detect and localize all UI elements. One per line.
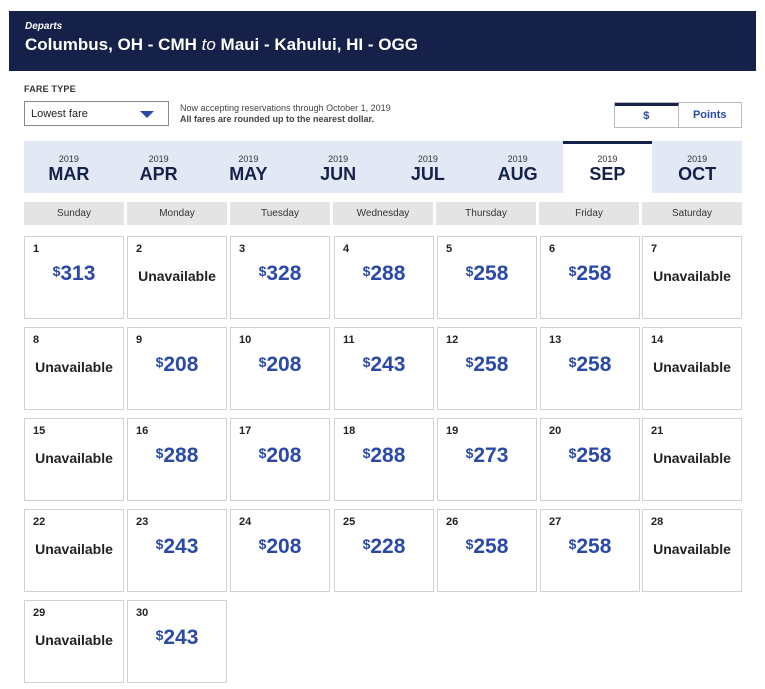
origin-label: Columbus, OH - CMH — [25, 35, 197, 54]
calendar-day-cell[interactable] — [437, 418, 537, 501]
fare-type-select[interactable] — [24, 101, 169, 126]
day-number: 19 — [446, 425, 459, 437]
calendar-day-cell[interactable] — [127, 327, 227, 410]
fare-amount: 288 — [370, 444, 406, 467]
day-number: 8 — [33, 334, 40, 346]
fare-amount: 258 — [473, 535, 509, 558]
fare-amount: 258 — [473, 262, 509, 285]
fare-amount: 243 — [370, 353, 406, 376]
month-tab-name: JUL — [410, 164, 445, 184]
calendar-day-cell[interactable] — [334, 418, 434, 501]
unavailable-label: Unavailable — [653, 268, 731, 284]
month-tab-year: 2019 — [328, 154, 349, 164]
day-number: 1 — [33, 243, 40, 255]
day-number: 21 — [651, 425, 664, 437]
calendar-day-cell[interactable] — [230, 418, 330, 501]
calendar-day-cell[interactable] — [540, 509, 640, 592]
day-number: 14 — [651, 334, 664, 346]
month-tab-name: APR — [139, 164, 178, 184]
fare-amount: 328 — [266, 262, 302, 285]
route-title — [25, 34, 756, 56]
fare-price — [128, 444, 226, 468]
currency-symbol: $ — [155, 354, 164, 370]
fare-price — [541, 444, 639, 468]
month-tab-year: 2019 — [507, 154, 528, 164]
fare-amount: 258 — [576, 535, 612, 558]
currency-symbol: $ — [465, 263, 474, 279]
day-number: 29 — [33, 607, 46, 619]
calendar-day-cell[interactable] — [127, 509, 227, 592]
month-tab-year: 2019 — [148, 154, 169, 164]
day-number: 2 — [136, 243, 143, 255]
fare-amount: 258 — [576, 353, 612, 376]
month-tabs — [24, 141, 742, 193]
day-number: 16 — [136, 425, 149, 437]
fare-price — [541, 353, 639, 377]
month-tab-year: 2019 — [238, 154, 259, 164]
month-tab-name: AUG — [497, 164, 538, 184]
currency-symbol: $ — [465, 536, 474, 552]
day-number: 20 — [549, 425, 562, 437]
currency-symbol: $ — [52, 263, 61, 279]
day-number: 17 — [239, 425, 252, 437]
month-tab-year: 2019 — [597, 154, 618, 164]
fare-price — [128, 626, 226, 650]
fare-amount: 258 — [473, 353, 509, 376]
month-tab-name: MAR — [48, 164, 90, 184]
currency-symbol: $ — [568, 263, 577, 279]
day-number: 7 — [651, 243, 658, 255]
day-number: 15 — [33, 425, 46, 437]
currency-symbol: $ — [465, 354, 474, 370]
month-tab-name: JUN — [320, 164, 357, 184]
fare-price — [335, 353, 433, 377]
calendar-day-cell[interactable] — [334, 236, 434, 319]
fare-price — [541, 535, 639, 559]
month-tab-sep[interactable] — [563, 141, 653, 193]
unavailable-label: Unavailable — [653, 450, 731, 466]
day-number: 6 — [549, 243, 556, 255]
month-tab-name: OCT — [678, 164, 717, 184]
fare-amount: 273 — [473, 444, 509, 467]
day-number: 9 — [136, 334, 143, 346]
fare-price — [541, 262, 639, 286]
calendar-day-cell[interactable] — [127, 236, 227, 319]
fare-price — [25, 262, 123, 286]
calendar-day-cell[interactable] — [230, 236, 330, 319]
day-number: 23 — [136, 516, 149, 528]
notice-line-2: All fares are rounded up to the nearest dollar. — [180, 114, 375, 124]
currency-symbol: $ — [362, 263, 371, 279]
calendar-day-cell[interactable] — [24, 236, 124, 319]
currency-symbol: $ — [568, 354, 577, 370]
currency-symbol: $ — [258, 445, 267, 461]
currency-symbol: $ — [568, 445, 577, 461]
day-number: 12 — [446, 334, 459, 346]
currency-symbol: $ — [155, 445, 164, 461]
fare-price — [438, 444, 536, 468]
calendar-day-cell[interactable] — [127, 418, 227, 501]
currency-symbol: $ — [362, 536, 371, 552]
route-header — [9, 11, 756, 71]
day-number: 25 — [343, 516, 356, 528]
calendar-day-cell[interactable] — [127, 600, 227, 683]
fare-amount: 243 — [163, 535, 199, 558]
unavailable-label: Unavailable — [653, 541, 731, 557]
month-tab-apr[interactable] — [114, 141, 204, 193]
currency-symbol: $ — [568, 536, 577, 552]
calendar-day-cell[interactable] — [642, 509, 742, 592]
day-number: 18 — [343, 425, 356, 437]
calendar-day-cell[interactable] — [642, 236, 742, 319]
fare-amount: 243 — [163, 626, 199, 649]
currency-toggle — [614, 102, 742, 128]
day-number: 26 — [446, 516, 459, 528]
weekday-label: Monday — [127, 202, 227, 225]
currency-symbol: $ — [465, 445, 474, 461]
month-tab-mar[interactable] — [24, 141, 114, 193]
day-number: 24 — [239, 516, 252, 528]
weekday-header — [24, 202, 742, 225]
month-tab-may[interactable] — [204, 141, 294, 193]
fare-amount: 208 — [266, 444, 302, 467]
month-tab-jun[interactable] — [293, 141, 383, 193]
fare-amount: 288 — [370, 262, 406, 285]
unavailable-label: Unavailable — [35, 541, 113, 557]
fare-price — [231, 444, 329, 468]
notice-line-1: Now accepting reservations through October 1, 2019 — [180, 103, 391, 113]
currency-symbol: $ — [155, 627, 164, 643]
calendar-day-cell[interactable] — [540, 418, 640, 501]
calendar-day-cell[interactable] — [24, 418, 124, 501]
day-number: 4 — [343, 243, 350, 255]
unavailable-label: Unavailable — [35, 359, 113, 375]
weekday-label: Friday — [539, 202, 639, 225]
calendar-day-cell[interactable] — [642, 327, 742, 410]
unavailable-label: Unavailable — [35, 632, 113, 648]
points-toggle-button[interactable]: Points — [692, 109, 727, 121]
calendar-day-cell[interactable] — [540, 236, 640, 319]
fare-amount: 258 — [576, 444, 612, 467]
month-tab-oct[interactable] — [652, 141, 742, 193]
weekday-label: Thursday — [436, 202, 536, 225]
to-word: to — [201, 35, 216, 54]
fare-price — [438, 262, 536, 286]
fare-amount: 208 — [266, 353, 302, 376]
fare-price — [231, 535, 329, 559]
calendar-day-cell[interactable] — [437, 236, 537, 319]
calendar-day-cell[interactable] — [437, 327, 537, 410]
day-number: 11 — [343, 334, 355, 346]
calendar-day-cell[interactable] — [437, 509, 537, 592]
day-number: 13 — [549, 334, 562, 346]
day-number: 27 — [549, 516, 562, 528]
calendar-day-cell[interactable] — [334, 327, 434, 410]
currency-symbol: $ — [258, 263, 267, 279]
month-tab-year: 2019 — [58, 154, 79, 164]
calendar-day-cell[interactable] — [334, 509, 434, 592]
weekday-label: Tuesday — [230, 202, 330, 225]
fare-price — [438, 353, 536, 377]
fare-amount: 228 — [370, 535, 406, 558]
currency-symbol: $ — [258, 536, 267, 552]
calendar-day-cell[interactable] — [540, 327, 640, 410]
calendar-day-cell[interactable] — [642, 418, 742, 501]
chevron-down-icon — [140, 111, 154, 118]
calendar-day-cell[interactable] — [230, 509, 330, 592]
currency-symbol: $ — [362, 354, 371, 370]
calendar-day-cell[interactable] — [24, 327, 124, 410]
month-tab-name: MAY — [229, 164, 268, 184]
dollar-toggle-button[interactable]: $ — [615, 103, 679, 127]
calendar-day-cell[interactable] — [230, 327, 330, 410]
fare-amount: 258 — [576, 262, 612, 285]
fare-price — [231, 353, 329, 377]
currency-symbol: $ — [258, 354, 267, 370]
unavailable-label: Unavailable — [653, 359, 731, 375]
fare-price — [335, 444, 433, 468]
fare-amount: 208 — [163, 353, 199, 376]
fare-price — [128, 535, 226, 559]
weekday-label: Saturday — [642, 202, 742, 225]
unavailable-label: Unavailable — [35, 450, 113, 466]
fare-type-label: FARE TYPE — [24, 84, 76, 94]
day-number: 28 — [651, 516, 664, 528]
unavailable-label: Unavailable — [138, 268, 216, 284]
fare-amount: 288 — [163, 444, 199, 467]
fare-price — [335, 262, 433, 286]
month-tab-year: 2019 — [417, 154, 438, 164]
departs-label: Departs — [25, 21, 63, 32]
weekday-label: Wednesday — [333, 202, 433, 225]
fare-price — [231, 262, 329, 286]
calendar-day-cell[interactable] — [24, 600, 124, 683]
fare-amount: 313 — [60, 262, 96, 285]
day-number: 22 — [33, 516, 46, 528]
month-tab-aug[interactable] — [473, 141, 563, 193]
fare-price — [335, 535, 433, 559]
reservation-notice — [180, 103, 391, 125]
fare-price — [128, 353, 226, 377]
month-tab-jul[interactable] — [383, 141, 473, 193]
fare-price — [438, 535, 536, 559]
day-number: 3 — [239, 243, 246, 255]
day-number: 30 — [136, 607, 149, 619]
destination-label: Maui - Kahului, HI - OGG — [220, 35, 418, 54]
month-tab-name: SEP — [589, 164, 626, 184]
month-tab-year: 2019 — [687, 154, 708, 164]
currency-symbol: $ — [362, 445, 371, 461]
weekday-label: Sunday — [24, 202, 124, 225]
calendar-day-cell[interactable] — [24, 509, 124, 592]
day-number: 10 — [239, 334, 252, 346]
currency-symbol: $ — [155, 536, 164, 552]
fare-amount: 208 — [266, 535, 302, 558]
day-number: 5 — [446, 243, 453, 255]
fare-type-selected: Lowest fare — [31, 108, 88, 120]
